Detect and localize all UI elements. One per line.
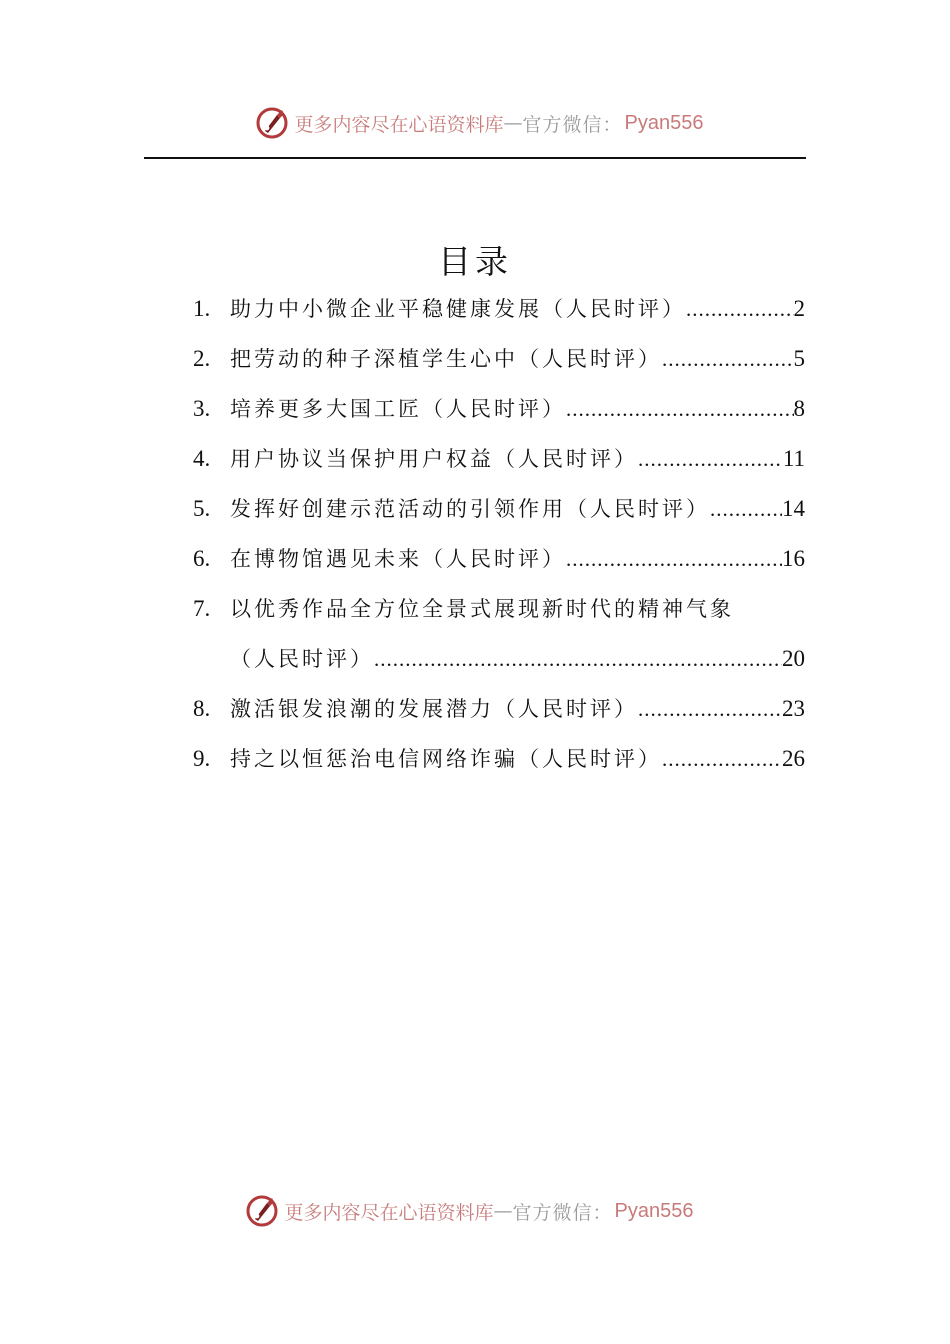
toc-leader-dots <box>710 487 782 531</box>
toc-entry-page: 26 <box>782 746 805 771</box>
header-divider <box>144 157 806 159</box>
toc-entry-9[interactable] <box>193 737 805 787</box>
toc-leader-dots <box>638 687 782 731</box>
toc-entry-page: 5 <box>793 346 805 371</box>
banner-wechat-id: Pyan556 <box>624 111 704 134</box>
banner-wechat-id: Pyan556 <box>614 1199 694 1222</box>
toc-entry-page: 16 <box>782 546 805 571</box>
toc-entry-number: 4. <box>193 446 211 471</box>
banner-text: 更多内容尽在心语资料库 <box>294 113 504 136</box>
toc-entry-number: 6. <box>193 546 211 571</box>
toc-entry-7[interactable] <box>193 587 805 637</box>
toc-entry-title: 培养更多大国工匠（人民时评） <box>230 397 566 421</box>
toc-entry-number: 9. <box>193 746 211 771</box>
table-of-contents <box>193 287 805 787</box>
toc-entry-title: 用户协议当保护用户权益（人民时评） <box>230 447 638 471</box>
toc-entry-page: 11 <box>782 446 805 471</box>
toc-entry-number: 2. <box>193 346 211 371</box>
banner-text: 更多内容尽在心语资料库 <box>284 1201 494 1224</box>
toc-entry-number: 7. <box>193 596 211 621</box>
toc-leader-dots <box>686 287 794 331</box>
toc-entry-page: 8 <box>793 396 805 421</box>
toc-entry-page: 23 <box>782 696 805 721</box>
toc-entry-page: 14 <box>782 496 805 521</box>
toc-entry-title-continuation: （人民时评） <box>230 647 374 671</box>
banner-dash: — <box>503 112 523 134</box>
toc-entry-title: 以优秀作品全方位全景式展现新时代的精神气象 <box>230 597 734 621</box>
toc-entry-6[interactable] <box>193 537 805 587</box>
toc-entry-number: 8. <box>193 696 211 721</box>
toc-leader-dots <box>374 637 782 681</box>
toc-entry-title: 助力中小微企业平稳健康发展（人民时评） <box>230 297 686 321</box>
toc-entry-number: 5. <box>193 496 211 521</box>
toc-leader-dots <box>662 337 794 381</box>
toc-leader-dots <box>662 737 782 781</box>
footer-banner <box>0 1191 944 1231</box>
toc-entry-3[interactable] <box>193 387 805 437</box>
toc-leader-dots <box>566 537 782 581</box>
banner-dash: — <box>493 1200 513 1222</box>
banner-wechat-label: 官方微信： <box>522 113 623 136</box>
toc-entry-title: 激活银发浪潮的发展潜力（人民时评） <box>230 697 638 721</box>
toc-entry-number: 1. <box>193 296 211 321</box>
toc-entry-title: 发挥好创建示范活动的引领作用（人民时评） <box>230 497 710 521</box>
toc-entry-1[interactable] <box>193 287 805 337</box>
toc-leader-dots <box>566 387 794 431</box>
toc-entry-number: 3. <box>193 396 211 421</box>
toc-entry-page: 2 <box>793 296 805 321</box>
toc-entry-2[interactable] <box>193 337 805 387</box>
toc-entry-7-continuation[interactable] <box>193 637 805 687</box>
banner-wechat-label: 官方微信： <box>512 1201 613 1224</box>
quill-pen-logo-icon <box>255 106 289 140</box>
toc-entry-8[interactable] <box>193 687 805 737</box>
toc-entry-5[interactable] <box>193 487 805 537</box>
toc-entry-page: 20 <box>782 646 805 671</box>
toc-entry-title: 在博物馆遇见未来（人民时评） <box>230 547 566 571</box>
toc-leader-dots <box>638 437 783 481</box>
toc-entry-title: 把劳动的种子深植学生心中（人民时评） <box>230 347 662 371</box>
toc-title: 目录 <box>438 242 512 281</box>
toc-entry-4[interactable] <box>193 437 805 487</box>
header-banner <box>4 103 950 143</box>
quill-pen-logo-icon <box>245 1194 279 1228</box>
toc-entry-title: 持之以恒惩治电信网络诈骗（人民时评） <box>230 747 662 771</box>
